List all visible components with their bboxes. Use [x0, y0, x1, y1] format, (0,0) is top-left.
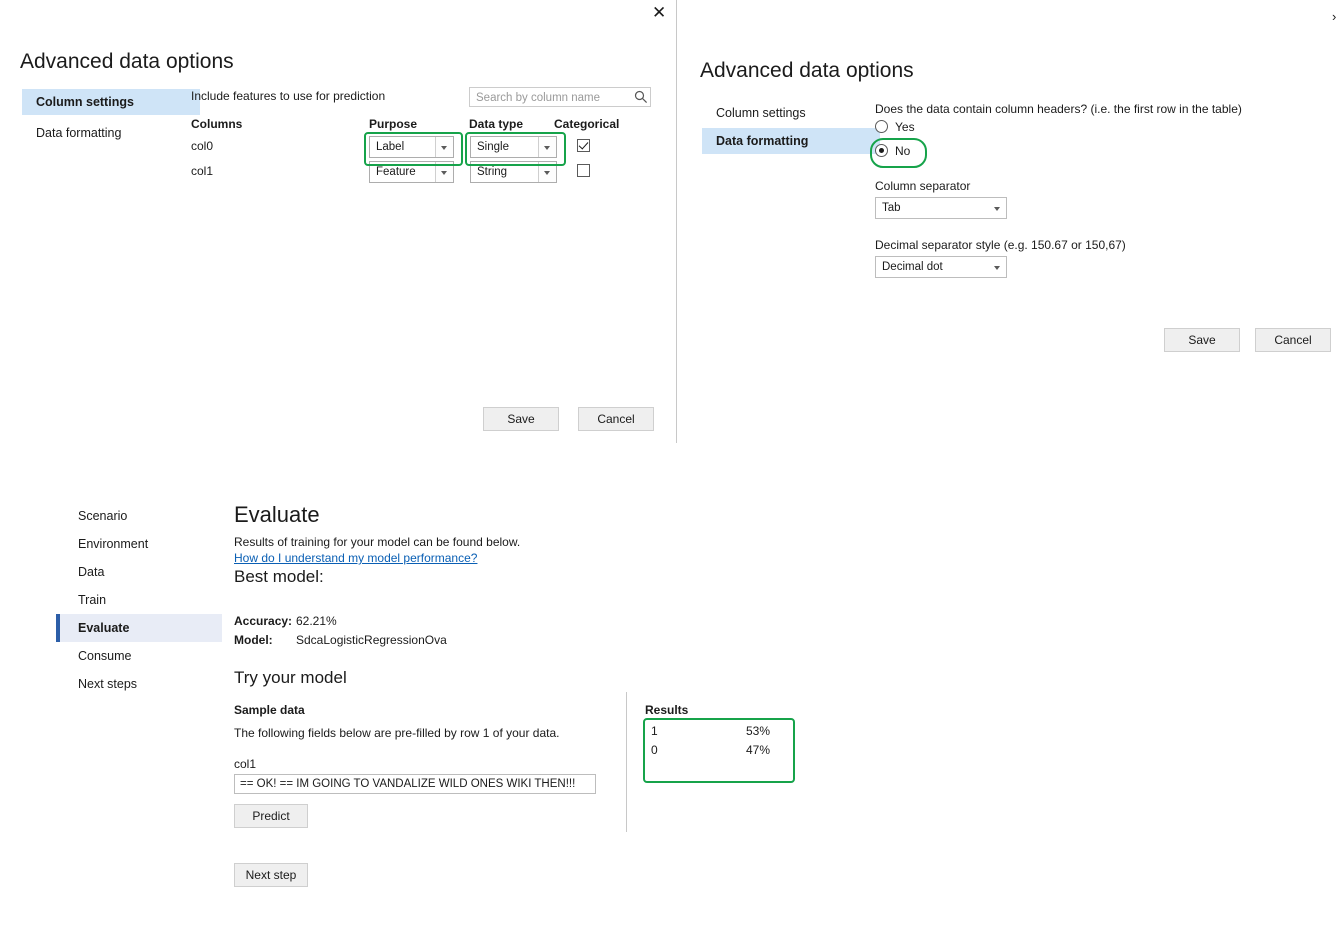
sidebar-item-evaluate[interactable] — [56, 614, 222, 642]
header-columns: Columns — [191, 117, 243, 131]
result-key: 0 — [651, 743, 658, 757]
save-button[interactable]: Save — [1164, 328, 1240, 352]
categorical-checkbox-col1[interactable] — [577, 164, 590, 177]
dialog-nav-column-settings[interactable] — [702, 100, 880, 126]
dialog-nav-data-formatting[interactable] — [22, 120, 200, 146]
page-subtitle: Results of training for your model can be found below. — [234, 535, 521, 549]
results-divider — [626, 692, 627, 832]
datatype-dropdown-col0[interactable] — [470, 136, 557, 158]
wizard-nav — [56, 502, 222, 698]
header-data-type: Data type — [469, 117, 524, 131]
result-value: 47% — [745, 743, 770, 757]
radio-yes-row[interactable] — [875, 119, 955, 135]
sidebar-item-label: Evaluate — [78, 621, 130, 635]
try-model-heading: Try your model — [234, 668, 347, 687]
radio-no-row[interactable] — [875, 143, 955, 159]
advanced-data-options-dialog-left — [0, 0, 676, 443]
decimal-separator-value: Decimal dot — [882, 261, 943, 273]
next-step-button[interactable]: Next step — [234, 863, 308, 887]
sample-data-note: The following fields below are pre-filled by row 1 of your data. — [234, 726, 560, 740]
sidebar-item-consume[interactable] — [56, 642, 222, 670]
radio-no[interactable] — [875, 144, 888, 157]
include-features-label: Include features to use for prediction — [191, 89, 386, 103]
radio-yes-label: Yes — [895, 120, 915, 134]
search-icon[interactable] — [634, 90, 648, 104]
search-input[interactable] — [469, 87, 651, 107]
datatype-dropdown-col1[interactable] — [470, 161, 557, 183]
close-icon[interactable]: ✕ — [652, 3, 667, 22]
datatype-value: String — [477, 166, 508, 178]
predict-button[interactable]: Predict — [234, 804, 308, 828]
model-label: Model: — [234, 633, 273, 647]
sidebar-item-scenario[interactable] — [56, 502, 222, 530]
cancel-button[interactable]: Cancel — [1255, 328, 1331, 352]
dialog-nav-column-settings[interactable] — [22, 89, 200, 115]
results-label: Results — [645, 703, 689, 717]
dialog-title: Advanced data options — [700, 59, 914, 82]
chevron-down-icon[interactable] — [435, 137, 453, 157]
sidebar-item-data[interactable] — [56, 558, 222, 586]
sidebar-item-train[interactable] — [56, 586, 222, 614]
sidebar-item-environment[interactable] — [56, 530, 222, 558]
dialog-nav-label: Data formatting — [716, 134, 809, 148]
sample-data-label: Sample data — [234, 703, 305, 717]
sidebar-item-label: Environment — [78, 537, 149, 551]
dialog-nav-label: Column settings — [716, 106, 806, 120]
chevron-down-icon[interactable] — [538, 137, 556, 157]
result-value: 53% — [745, 724, 770, 738]
column-headers-question: Does the data contain column headers? (i.e. the first row in the table) — [875, 102, 1242, 116]
search-placeholder-text: Search by column name — [476, 92, 601, 104]
page-title: Evaluate — [234, 502, 320, 527]
dialog-nav-data-formatting[interactable] — [702, 128, 880, 154]
results-list — [645, 724, 790, 762]
best-model-heading: Best model: — [234, 567, 324, 586]
purpose-dropdown-col0[interactable] — [369, 136, 454, 158]
sidebar-item-label: Scenario — [78, 509, 128, 523]
chevron-down-icon[interactable] — [989, 198, 1006, 218]
purpose-dropdown-col1[interactable] — [369, 161, 454, 183]
sidebar-item-label: Consume — [78, 649, 132, 663]
table-row-column-name: col1 — [191, 164, 214, 178]
sidebar-item-label: Train — [78, 593, 107, 607]
result-row — [645, 724, 790, 743]
save-button[interactable]: Save — [483, 407, 559, 431]
chevron-down-icon[interactable] — [435, 162, 453, 182]
header-purpose: Purpose — [369, 117, 418, 131]
cancel-button[interactable]: Cancel — [578, 407, 654, 431]
datatype-value: Single — [477, 141, 509, 153]
purpose-value: Feature — [376, 166, 416, 178]
dialog-nav-label: Data formatting — [36, 126, 122, 140]
dialog-title: Advanced data options — [20, 50, 234, 73]
header-categorical: Categorical — [554, 117, 620, 131]
purpose-value: Label — [376, 141, 405, 153]
column-separator-value: Tab — [882, 202, 901, 214]
sidebar-item-label: Data — [78, 565, 105, 579]
column-separator-label: Column separator — [875, 179, 971, 193]
sample-input-col1[interactable]: == OK! == IM GOING TO VANDALIZE WILD ONES WIKI THEN!!! — [234, 774, 596, 794]
chevron-down-icon[interactable] — [989, 257, 1006, 277]
model-performance-help-link[interactable]: How do I understand my model performance? — [234, 551, 478, 565]
decimal-separator-dropdown[interactable] — [875, 256, 1007, 278]
chevron-down-icon[interactable] — [538, 162, 556, 182]
expand-icon[interactable]: › — [1332, 9, 1337, 24]
field-label-col1: col1 — [234, 757, 257, 771]
result-key: 1 — [651, 724, 658, 738]
advanced-data-options-dialog-right — [677, 0, 1338, 443]
evaluate-wizard — [0, 480, 1338, 926]
decimal-separator-label: Decimal separator style (e.g. 150.67 or 150,67) — [875, 238, 1126, 252]
sidebar-item-label: Next steps — [78, 677, 138, 691]
categorical-checkbox-col0[interactable] — [577, 139, 590, 152]
model-value: SdcaLogisticRegressionOva — [296, 633, 447, 647]
radio-yes[interactable] — [875, 120, 888, 133]
column-separator-dropdown[interactable] — [875, 197, 1007, 219]
table-row-column-name: col0 — [191, 139, 214, 153]
result-row — [645, 743, 790, 762]
accuracy-value: 62.21% — [296, 614, 337, 628]
dialog-nav-label: Column settings — [36, 95, 134, 109]
radio-no-label: No — [895, 144, 911, 158]
sidebar-item-next-steps[interactable] — [56, 670, 222, 698]
accuracy-label: Accuracy: — [234, 614, 293, 628]
